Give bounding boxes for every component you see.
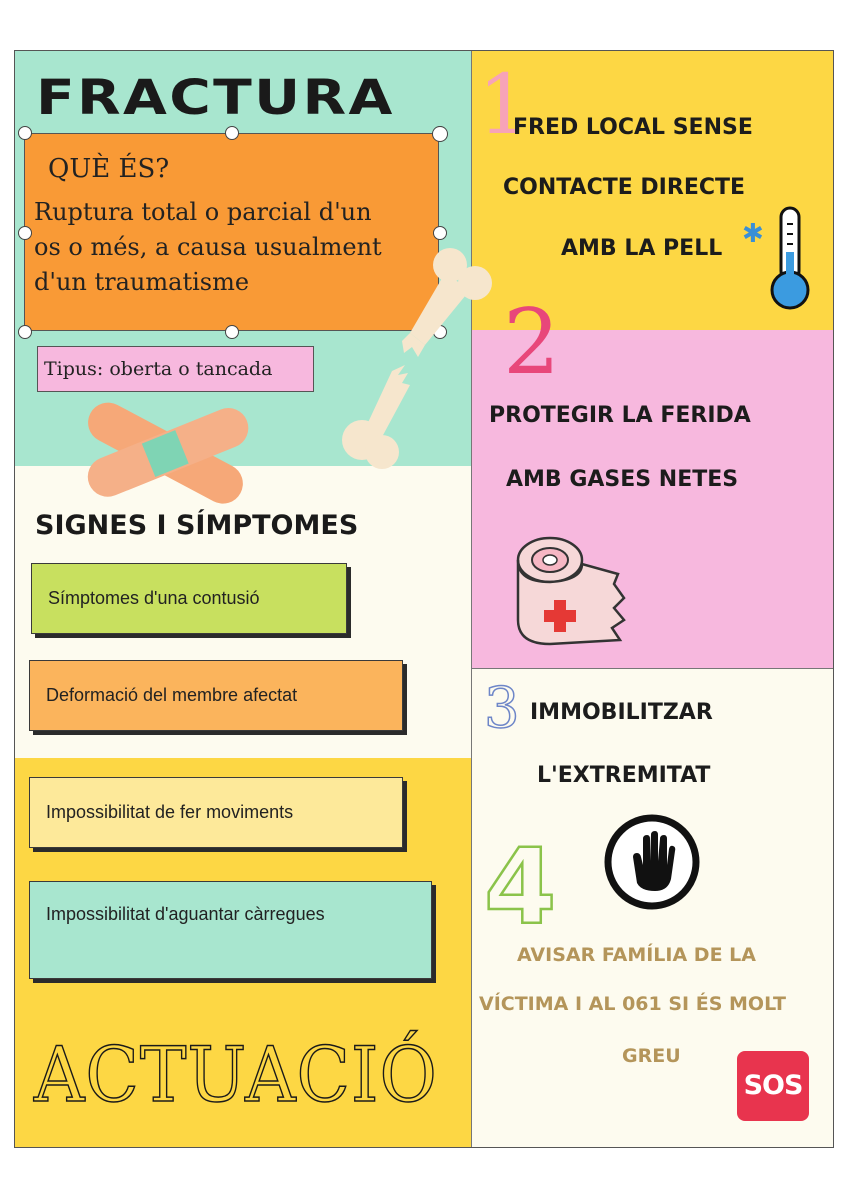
symptom-card: Deformació del membre afectat	[29, 660, 403, 731]
thermometer-icon	[766, 204, 814, 312]
types-box: Tipus: oberta o tancada	[37, 346, 314, 392]
selection-handle[interactable]	[225, 325, 239, 339]
definition-line-3: d'un traumatisme	[34, 268, 250, 296]
step-number-1: 1	[478, 58, 531, 153]
symptom-card: Impossibilitat d'aguantar càrregues	[29, 881, 432, 979]
selection-handle[interactable]	[18, 325, 32, 339]
step2-line: PROTEGIR LA FERIDA	[489, 403, 751, 428]
step3-line: IMMOBILITZAR	[530, 700, 713, 725]
selection-handle[interactable]	[433, 226, 447, 240]
step4-line: AVISAR FAMÍLIA DE LA	[517, 944, 756, 966]
symptom-card: Impossibilitat de fer moviments	[29, 777, 403, 848]
rotate-handle[interactable]	[432, 126, 448, 142]
step-number-2: 2	[503, 290, 561, 395]
page-title: FRACTURA	[36, 70, 395, 126]
stop-hand-icon	[603, 813, 701, 911]
selection-handle[interactable]	[18, 226, 32, 240]
column-divider	[471, 51, 472, 1147]
step2-line: AMB GASES NETES	[506, 467, 739, 492]
step-number-3: 3	[484, 676, 520, 741]
selection-handle[interactable]	[225, 126, 239, 140]
definition-heading: QUÈ ÉS?	[48, 154, 170, 184]
step-number-4: 4	[484, 826, 557, 948]
plaster-icon	[74, 395, 259, 505]
step4-line: VÍCTIMA I AL 061 SI ÉS MOLT	[479, 993, 786, 1015]
step4-line: GREU	[622, 1045, 681, 1067]
action-title: ACTUACIÓ	[34, 1030, 438, 1119]
broken-bone-icon	[330, 245, 495, 470]
sos-badge: SOS	[737, 1051, 809, 1121]
symptom-card: Símptomes d'una contusió	[31, 563, 347, 634]
step3-line: L'EXTREMITAT	[537, 763, 711, 788]
step1-line: CONTACTE DIRECTE	[503, 175, 746, 200]
signs-heading: SIGNES I SÍMPTOMES	[35, 510, 359, 541]
bandage-roll-icon	[510, 528, 635, 653]
step1-line: FRED LOCAL SENSE	[513, 115, 753, 140]
step1-line: AMB LA PELL	[561, 236, 723, 261]
definition-line-2: os o més, a causa usualment	[34, 233, 382, 261]
definition-line-1: Ruptura total o parcial d'un	[34, 198, 372, 226]
snowflake-icon: ✱	[742, 218, 764, 248]
selection-handle[interactable]	[18, 126, 32, 140]
